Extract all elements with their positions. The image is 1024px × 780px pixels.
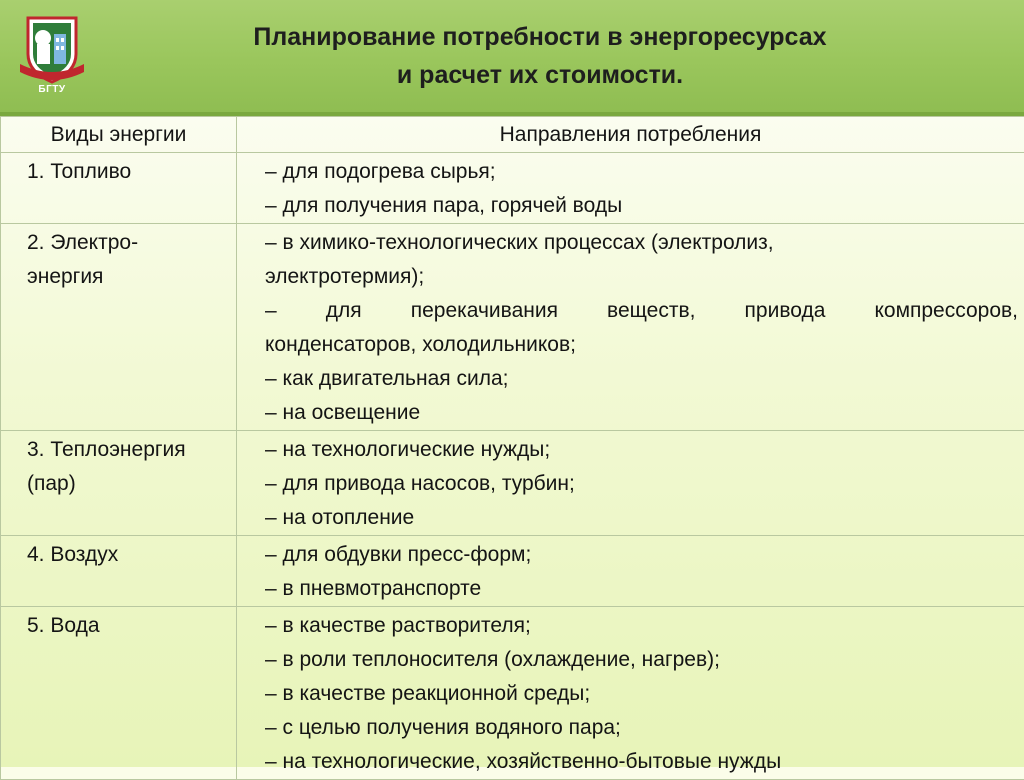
direction-item: – с целью получения водяного пара; bbox=[265, 711, 1018, 745]
table-row bbox=[1, 224, 1024, 431]
energy-kind-text: 2. Электро- bbox=[27, 226, 226, 260]
direction-item: – на технологические нужды; bbox=[265, 433, 1018, 467]
energy-kind-cell bbox=[1, 431, 237, 536]
energy-table-container bbox=[0, 116, 1024, 767]
header-bar bbox=[0, 0, 1024, 116]
table-row bbox=[1, 153, 1024, 224]
energy-kind-cell bbox=[1, 153, 237, 224]
energy-kind-cell bbox=[1, 224, 237, 431]
direction-item: – в качестве растворителя; bbox=[265, 609, 1018, 643]
table-header-row bbox=[1, 117, 1024, 153]
direction-item: – в качестве реакционной среды; bbox=[265, 677, 1018, 711]
direction-item: – на технологические, хозяйственно-бытовые нужды bbox=[265, 745, 1018, 779]
direction-item: – на отопление bbox=[265, 501, 1018, 535]
energy-kind-text: энергия bbox=[27, 260, 226, 294]
table-row bbox=[1, 536, 1024, 607]
table-row bbox=[1, 607, 1024, 780]
energy-kind-text: 4. Воздух bbox=[27, 538, 226, 572]
university-logo bbox=[14, 14, 90, 104]
energy-kind-text: (пар) bbox=[27, 467, 226, 501]
directions-cell bbox=[237, 224, 1024, 431]
direction-item: – для получения пара, горячей воды bbox=[265, 189, 1018, 223]
direction-item: – для подогрева сырья; bbox=[265, 155, 1018, 189]
table-row bbox=[1, 431, 1024, 536]
direction-item: – как двигательная сила; bbox=[265, 362, 1018, 396]
energy-kind-cell bbox=[1, 607, 237, 780]
energy-kind-text: 3. Теплоэнергия bbox=[27, 433, 226, 467]
energy-table bbox=[0, 116, 1024, 780]
page-title bbox=[120, 18, 960, 94]
direction-item: – на освещение bbox=[265, 396, 1018, 430]
energy-kind-text: 1. Топливо bbox=[27, 155, 226, 189]
column-header-directions: Направления потребления bbox=[237, 117, 1024, 153]
directions-cell bbox=[237, 536, 1024, 607]
title-line-1: Планирование потребности в энергоресурсах bbox=[120, 18, 960, 56]
direction-item: электротермия); bbox=[265, 260, 1018, 294]
direction-item: – в пневмотранспорте bbox=[265, 572, 1018, 606]
direction-item: – для привода насосов, турбин; bbox=[265, 467, 1018, 501]
direction-item: – для обдувки пресс-форм; bbox=[265, 538, 1018, 572]
directions-cell bbox=[237, 607, 1024, 780]
direction-item: – для перекачивания веществ, привода компрессоров, bbox=[265, 294, 1018, 328]
direction-item: – в химико-технологических процессах (электролиз, bbox=[265, 226, 1018, 260]
energy-kind-text: 5. Вода bbox=[27, 609, 226, 643]
shield-icon bbox=[14, 14, 90, 86]
direction-item: конденсаторов, холодильников; bbox=[265, 328, 1018, 362]
directions-cell bbox=[237, 431, 1024, 536]
column-header-kinds: Виды энергии bbox=[1, 117, 237, 153]
energy-kind-cell bbox=[1, 536, 237, 607]
logo-caption: БГТУ bbox=[14, 84, 90, 95]
directions-cell bbox=[237, 153, 1024, 224]
title-line-2: и расчет их стоимости. bbox=[120, 56, 960, 94]
direction-item: – в роли теплоносителя (охлаждение, нагрев); bbox=[265, 643, 1018, 677]
